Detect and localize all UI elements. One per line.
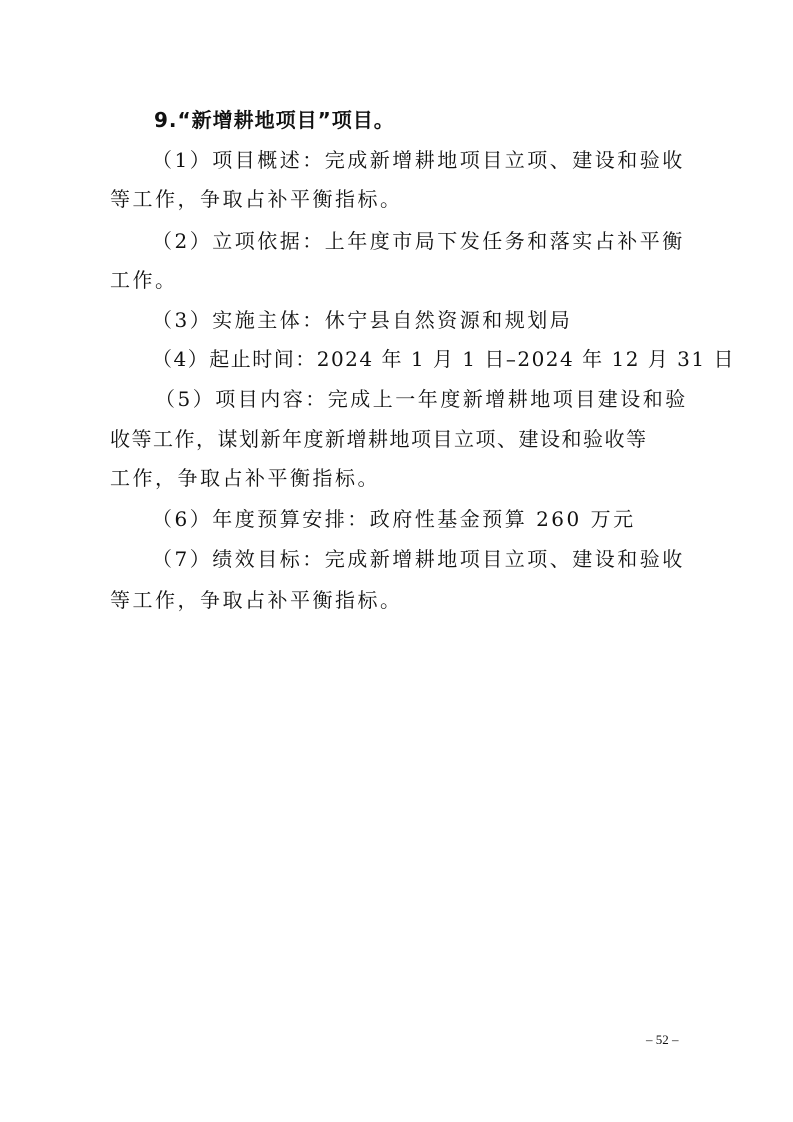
page-number: – 52 – <box>646 1032 679 1047</box>
target-line-2: 等工作，争取占补平衡指标。 <box>110 588 403 612</box>
target-line-1: （7）绩效目标：完成新增耕地项目立项、建设和验收 <box>152 547 685 571</box>
overview-line-1: （1）项目概述：完成新增耕地项目立项、建设和验收 <box>152 148 685 172</box>
period-line: （4）起止时间：2024 年 1 月 1 日–2024 年 12 月 31 日 <box>152 347 735 371</box>
content-line-3: 工作，争取占补平衡指标。 <box>110 466 380 490</box>
basis-line-1: （2）立项依据：上年度市局下发任务和落实占补平衡 <box>152 229 685 253</box>
overview-line-2: 等工作，争取占补平衡指标。 <box>110 187 403 211</box>
basis-line-2: 工作。 <box>110 268 178 292</box>
section-heading: 9.“新增耕地项目”项目。 <box>154 108 395 132</box>
budget-line: （6）年度预算安排：政府性基金预算 260 万元 <box>152 507 636 531</box>
content-line-2: 收等工作，谋划新年度新增耕地项目立项、建设和验收等 <box>110 427 648 451</box>
entity-line: （3）实施主体：休宁县自然资源和规划局 <box>152 308 573 332</box>
content-line-1: （5）项目内容：完成上一年度新增耕地项目建设和验 <box>155 387 688 411</box>
